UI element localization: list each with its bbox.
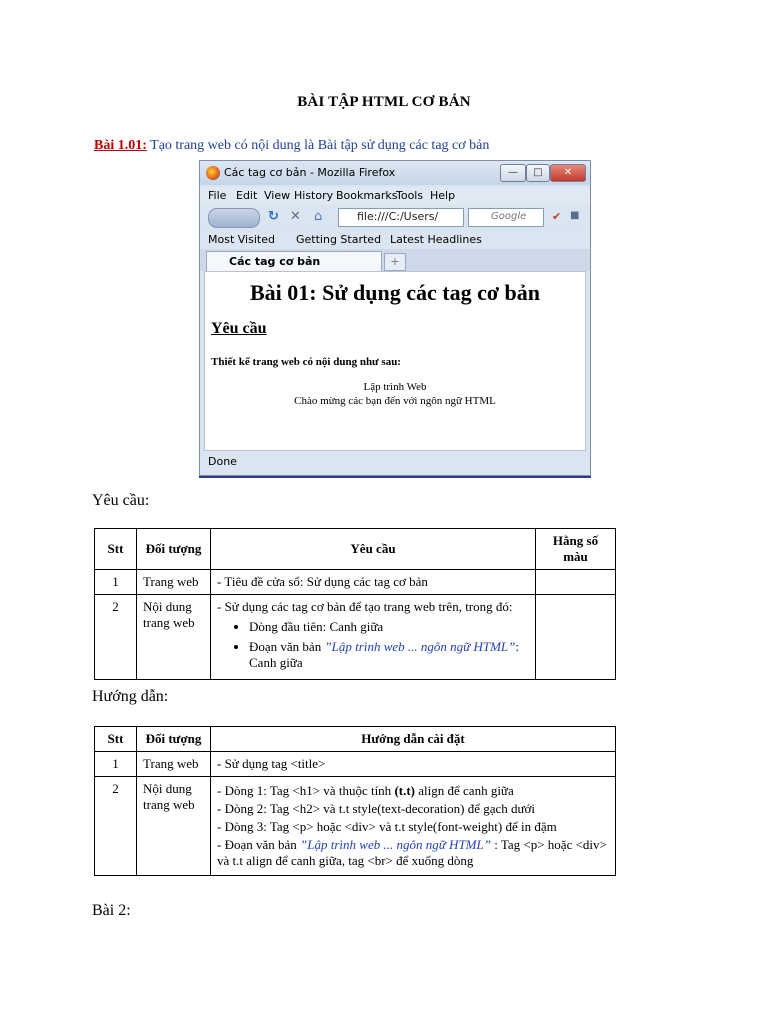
- menu-edit[interactable]: Edit: [236, 189, 258, 202]
- cell-object: Trang web: [137, 752, 211, 777]
- header-requirement: Yêu cầu: [211, 529, 536, 570]
- cell-color: [536, 570, 616, 595]
- table-header-row: [95, 727, 616, 752]
- menu-icon[interactable]: ■: [570, 210, 580, 221]
- search-placeholder: Google: [491, 211, 527, 222]
- bullet-italic-text: ”Lập trình web ... ngôn ngữ HTML”: [324, 639, 516, 654]
- table-header-row: [95, 529, 616, 570]
- requirement-bullets: [217, 619, 529, 671]
- cell-color: [536, 595, 616, 680]
- requirement-intro: - Sử dụng các tag cơ bản để tạo trang web trên, trong đó:: [217, 599, 513, 614]
- stop-icon[interactable]: ✕: [290, 209, 301, 224]
- menu-file[interactable]: File: [208, 189, 227, 202]
- guide-table: [94, 726, 616, 876]
- cell-requirement: [211, 595, 536, 680]
- search-box[interactable]: [468, 208, 544, 227]
- guide-line-4: - Đoạn văn bản ”Lập trình web ... ngôn ngữ HTML” : Tag <p> hoặc <div> và t.t align để canh giữa, tag <br> để xuống dòng: [217, 837, 607, 868]
- page-centered-text: [205, 380, 585, 408]
- cell-stt: 1: [95, 570, 137, 595]
- close-button[interactable]: ✕: [550, 164, 586, 182]
- url-text: file:///C:/Users/: [357, 210, 439, 223]
- browser-page-content: [204, 271, 586, 451]
- table-row: [95, 595, 616, 680]
- home-icon[interactable]: ⌂: [314, 209, 323, 224]
- header-color-constant: Hằng số màu: [536, 529, 616, 570]
- cell-stt: 2: [95, 595, 137, 680]
- bookmark-most-visited[interactable]: Most Visited: [208, 233, 275, 246]
- cell-object: Trang web: [137, 570, 211, 595]
- bullet-item: • Dòng đầu tiên: Canh giữa: [249, 619, 529, 635]
- guide-line-2: - Dòng 2: Tag <h2> và t.t style(text-decoration) để gạch dưới: [217, 801, 536, 816]
- bullet-prefix: Đoạn văn bản: [249, 639, 325, 654]
- menu-tools[interactable]: Tools: [396, 189, 424, 202]
- status-text: Done: [208, 455, 237, 468]
- header-stt: Stt: [95, 529, 137, 570]
- guide-line-1: - Dòng 1: Tag <h1> và thuộc tính (t.t) align để canh giữa: [217, 783, 514, 798]
- browser-menubar: [200, 187, 590, 205]
- browser-navbar: [200, 205, 590, 229]
- header-object: Đối tượng: [137, 529, 211, 570]
- menu-help[interactable]: Help: [430, 189, 456, 202]
- bullet-item: [249, 639, 529, 671]
- cell-object: Nội dung trang web: [137, 777, 211, 876]
- firefox-logo-icon: [206, 166, 220, 180]
- guide-line-3: - Dòng 3: Tag <p> hoặc <div> và t.t style(font-weight) để in đậm: [217, 819, 557, 834]
- exercise-text: Tạo trang web có nội dung là Bài tập sử dụng các tag cơ bản: [146, 138, 490, 153]
- cell-requirement: - Tiêu đề cửa sổ: Sử dụng các tag cơ bản: [211, 570, 536, 595]
- header-guide: Hướng dẫn cài đặt: [211, 727, 616, 752]
- page-heading-2: Yêu cầu: [211, 320, 267, 337]
- header-object: Đối tượng: [137, 727, 211, 752]
- requirements-table: [94, 528, 616, 680]
- next-exercise-label: Bài 2:: [92, 902, 131, 919]
- page-paragraph: Thiết kế trang web có nội dung như sau:: [211, 356, 401, 368]
- url-bar[interactable]: [338, 208, 464, 227]
- back-forward-button[interactable]: [208, 208, 260, 228]
- table-row: [95, 777, 616, 876]
- menu-history[interactable]: History: [294, 189, 334, 202]
- page-heading-1: Bài 01: Sử dụng các tag cơ bản: [249, 280, 541, 305]
- cell-stt: 2: [95, 777, 137, 876]
- centered-line-2: Chào mừng các bạn đến với ngôn ngữ HTML: [294, 395, 496, 407]
- menu-view[interactable]: View: [264, 189, 291, 202]
- table-row: [95, 570, 616, 595]
- browser-tabbar: [200, 249, 590, 271]
- cell-guide: - Sử dụng tag <title>: [211, 752, 616, 777]
- cell-stt: 1: [95, 752, 137, 777]
- requirements-label: Yêu cầu:: [92, 492, 150, 509]
- reload-icon[interactable]: ↻: [268, 209, 279, 224]
- header-stt: Stt: [95, 727, 137, 752]
- browser-window-title: Các tag cơ bản - Mozilla Firefox: [224, 166, 396, 179]
- browser-titlebar: [200, 161, 590, 185]
- maximize-button[interactable]: □: [526, 164, 550, 182]
- new-tab-button[interactable]: +: [384, 253, 406, 271]
- table-row: [95, 752, 616, 777]
- guide-label: Hướng dẫn:: [92, 688, 169, 705]
- bullet-suffix: : Canh giữa: [249, 639, 520, 670]
- exercise-label: Bài 1.01:: [94, 138, 147, 153]
- minimize-button[interactable]: —: [500, 164, 526, 182]
- browser-window-screenshot: [199, 160, 591, 476]
- cell-guide: [211, 777, 616, 876]
- cell-object: Nội dung trang web: [137, 595, 211, 680]
- document-title: BÀI TẬP HTML CƠ BẢN: [297, 94, 471, 110]
- addon-icon[interactable]: ✔: [552, 210, 562, 223]
- exercise-heading: [94, 138, 489, 154]
- bookmark-latest-headlines[interactable]: Latest Headlines: [390, 233, 482, 246]
- bookmarks-toolbar: [200, 231, 590, 249]
- bookmark-getting-started[interactable]: Getting Started: [296, 233, 382, 246]
- browser-statusbar: [200, 451, 590, 473]
- menu-bookmarks[interactable]: Bookmarks: [336, 189, 398, 202]
- tab-cac-tag-co-ban[interactable]: [206, 251, 382, 272]
- centered-line-1: Lập trình Web: [363, 381, 427, 393]
- tab-label: Các tag cơ bản: [229, 255, 321, 268]
